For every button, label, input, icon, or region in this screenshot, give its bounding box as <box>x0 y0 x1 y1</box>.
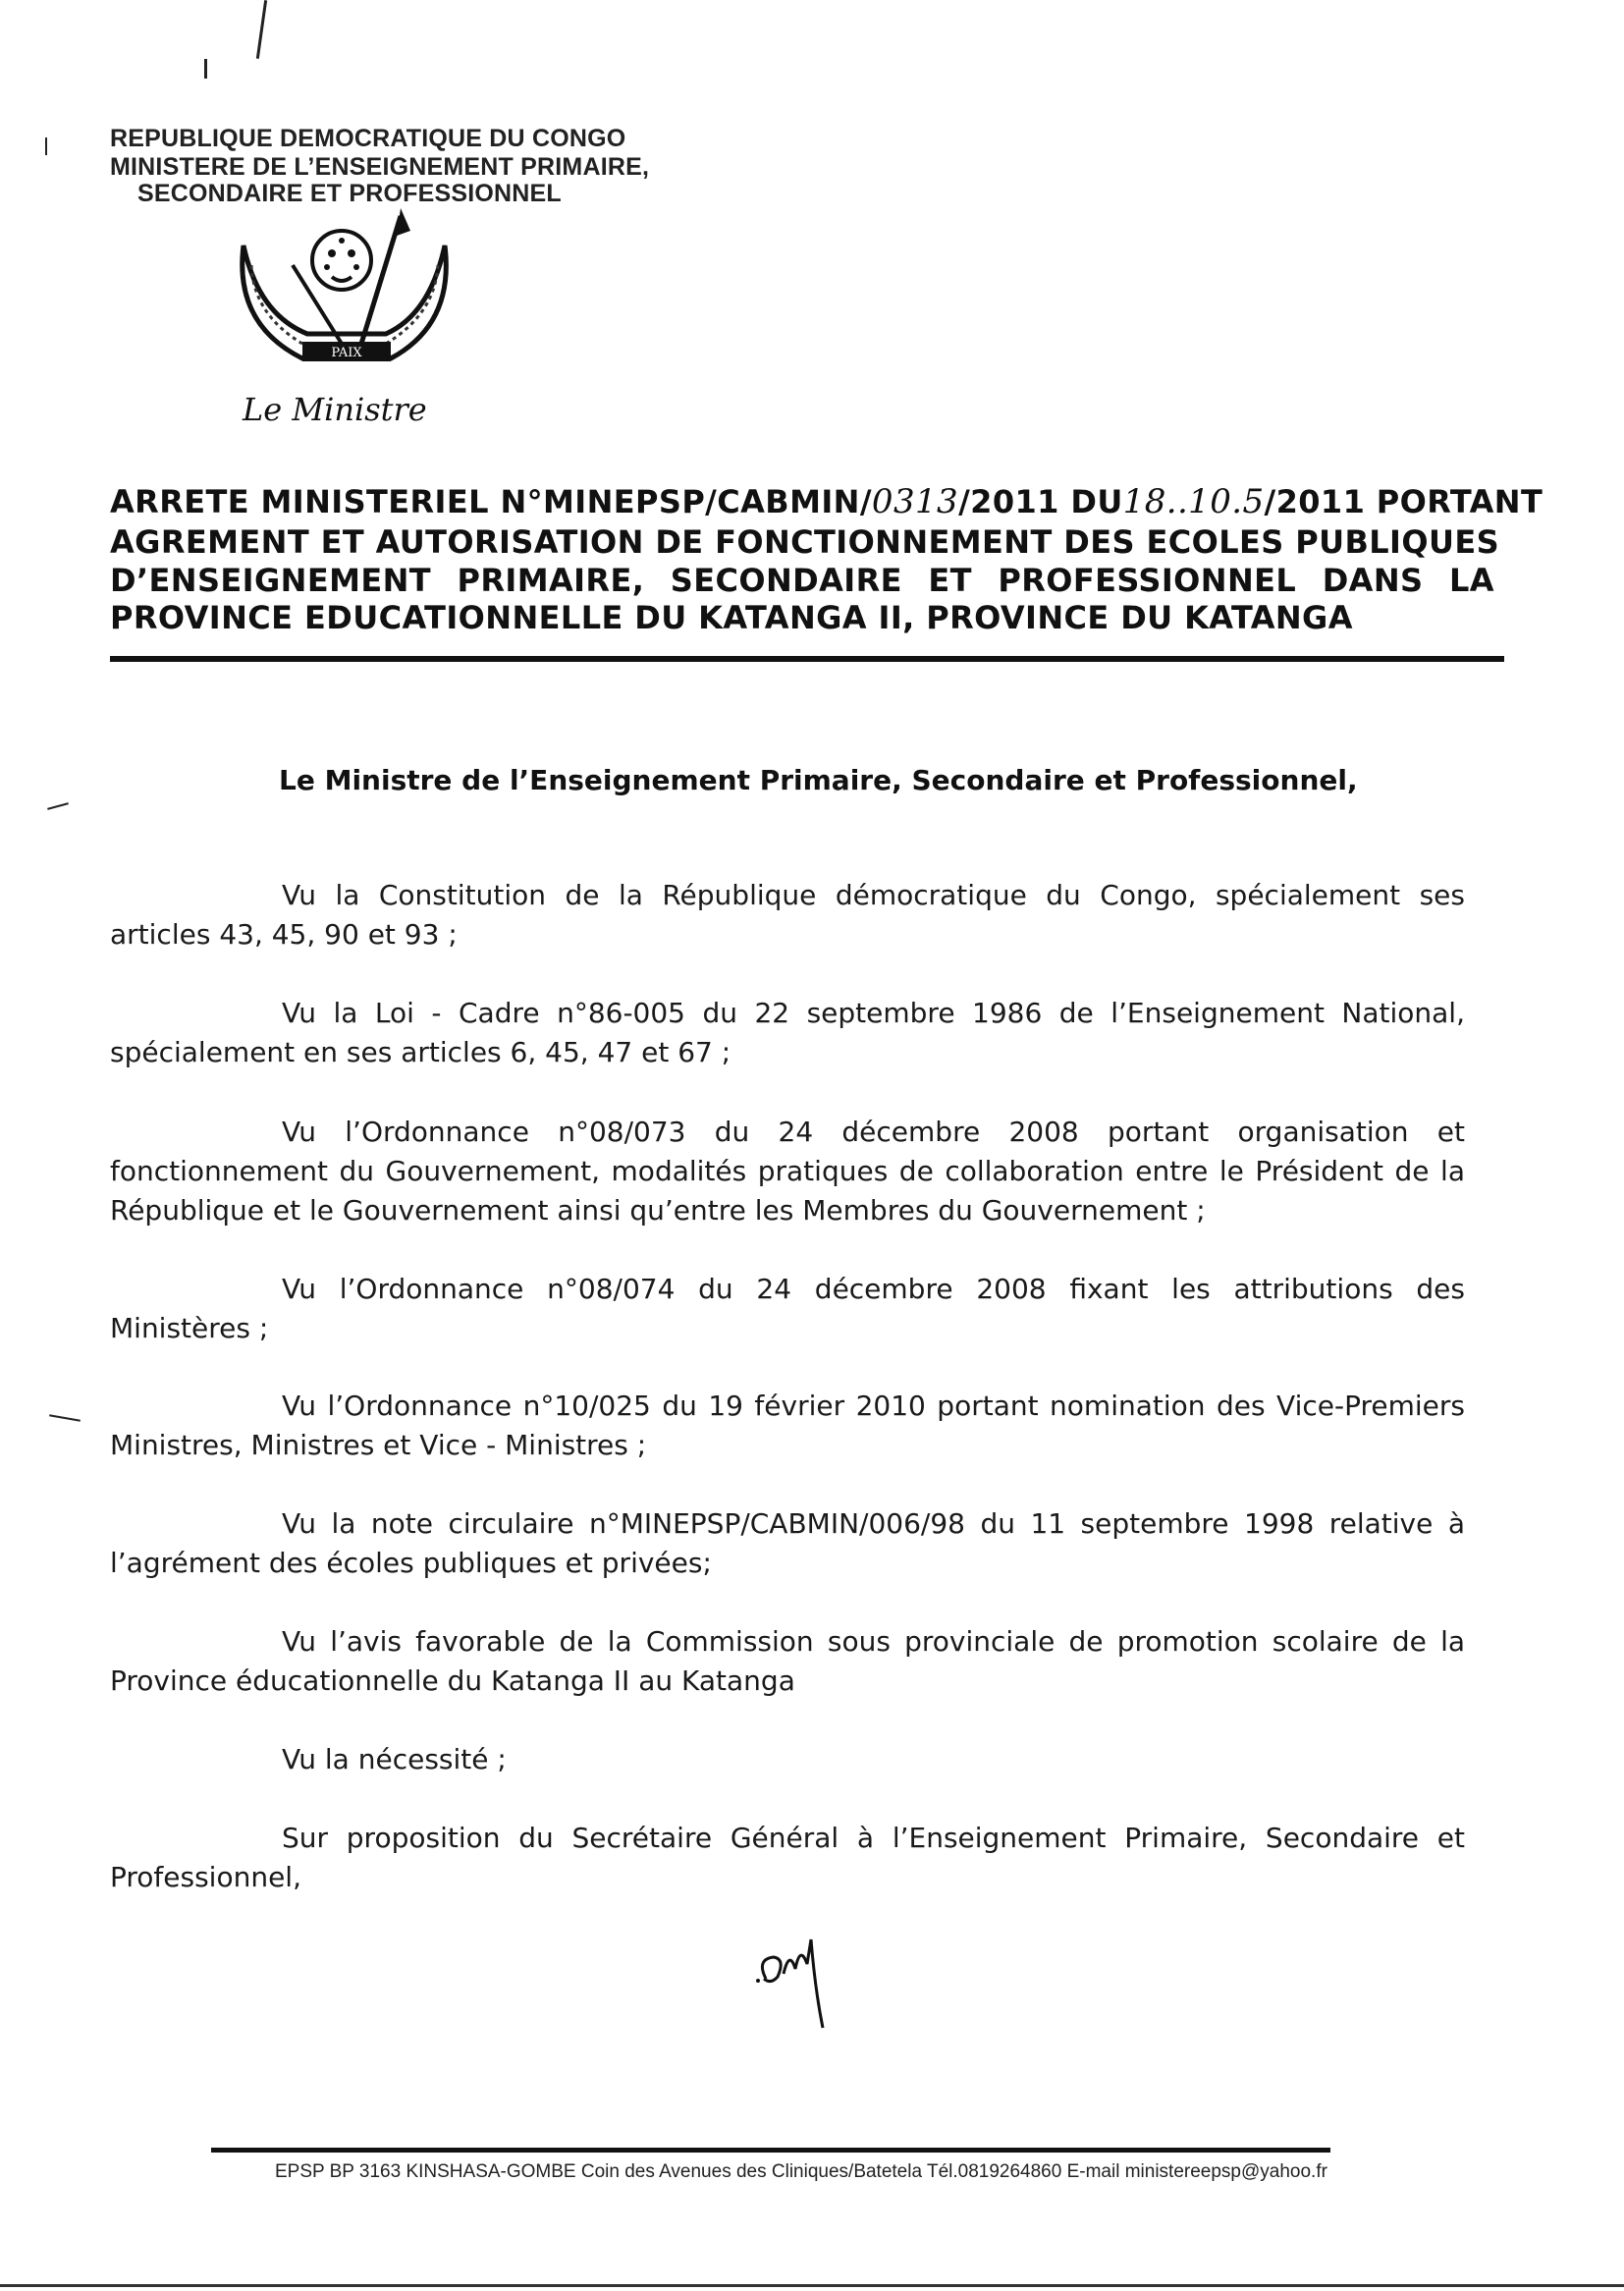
emblem-motto: PAIX <box>331 346 362 360</box>
title-word: D’ENSEIGNEMENT <box>110 562 431 599</box>
paragraph-necessite: Vu la nécessité ; <box>282 1743 507 1775</box>
paragraph-ordonnance-074: Vu l’Ordonnance n°08/074 du 24 décembre 2008 fixant les attributions des Ministères ; <box>110 1273 1465 1344</box>
coat-of-arms-emblem <box>224 206 460 393</box>
decree-title-line1 <box>110 482 1543 521</box>
handwritten-initials <box>746 1920 854 2038</box>
title-word: PROFESSIONNEL <box>998 562 1297 599</box>
title-word: DANS <box>1322 562 1424 599</box>
scan-mark <box>49 1414 81 1422</box>
header-ministry-cont: SECONDAIRE ET PROFESSIONNEL <box>137 180 562 207</box>
header-country: REPUBLIQUE DEMOCRATIQUE DU CONGO <box>110 125 626 152</box>
paragraph-ordonnance-073: Vu l’Ordonnance n°08/073 du 24 décembre 2008 portant organisation et fonctionnement du Gouvernement, modalités pratiques de collaboration entre le Président de la République et le Gouvernement ainsi qu’entre les Membres du Gouvernement ; <box>110 1116 1465 1227</box>
paragraph-loi-cadre: Vu la Loi - Cadre n°86-005 du 22 septembre 1986 de l’Enseignement National, spécialement en ses articles 6, 45, 47 et 67 ; <box>110 997 1465 1068</box>
minister-heading: Le Ministre de l’Enseignement Primaire, Secondaire et Professionnel, <box>279 764 1358 796</box>
paragraph-proposition: Sur proposition du Secrétaire Général à l’Enseignement Primaire, Secondaire et Professionnel, <box>110 1822 1465 1893</box>
decree-title-line2: AGREMENT ET AUTORISATION DE FONCTIONNEMENT DES ECOLES PUBLIQUES <box>110 523 1500 561</box>
scan-mark <box>47 802 69 810</box>
scan-mark <box>45 137 47 155</box>
scan-mark <box>256 0 267 59</box>
scan-mark <box>204 59 207 79</box>
handwritten-decree-number: 0313 <box>871 482 959 521</box>
footer-contact: EPSP BP 3163 KINSHASA-GOMBE Coin des Avenues des Cliniques/Batetela Tél.0819264860 E-mail ministereepsp@yahoo.fr <box>275 2161 1327 2182</box>
decree-title-line4: PROVINCE EDUCATIONNELLE DU KATANGA II, PROVINCE DU KATANGA <box>110 599 1353 636</box>
title-divider <box>110 656 1504 662</box>
decree-title-line3 <box>110 562 1494 599</box>
title-word: ET <box>928 562 972 599</box>
paragraph-ordonnance-025: Vu l’Ordonnance n°10/025 du 19 février 2010 portant nomination des Vice-Premiers Ministres, Ministres et Vice - Ministres ; <box>110 1390 1465 1461</box>
title-du: /2011 DU <box>958 483 1123 520</box>
page-edge-line <box>0 2284 1624 2287</box>
title-word: PRIMAIRE, <box>457 562 645 599</box>
paragraph-constitution: Vu la Constitution de la République démocratique du Congo, spécialement ses articles 43, 45, 90 et 93 ; <box>110 879 1465 951</box>
paragraph-note-circulaire: Vu la note circulaire n°MINEPSP/CABMIN/006/98 du 11 septembre 1998 relative à l’agrément des écoles publiques et privées; <box>110 1507 1465 1579</box>
paragraph-avis-favorable: Vu l’avis favorable de la Commission sous provinciale de promotion scolaire de la Province éducationnelle du Katanga II au Katanga <box>110 1625 1465 1697</box>
title-prefix: ARRETE MINISTERIEL N°MINEPSP/CABMIN/ <box>110 483 872 520</box>
title-word: LA <box>1448 562 1494 599</box>
handwritten-decree-date: 18..10.5 <box>1122 482 1265 521</box>
header-ministry: MINISTERE DE L’ENSEIGNEMENT PRIMAIRE, <box>110 153 650 181</box>
title-portant: /2011 PORTANT <box>1264 483 1543 520</box>
minister-label: Le Ministre <box>243 391 427 428</box>
title-word: SECONDAIRE <box>670 562 902 599</box>
footer-divider <box>211 2148 1330 2153</box>
